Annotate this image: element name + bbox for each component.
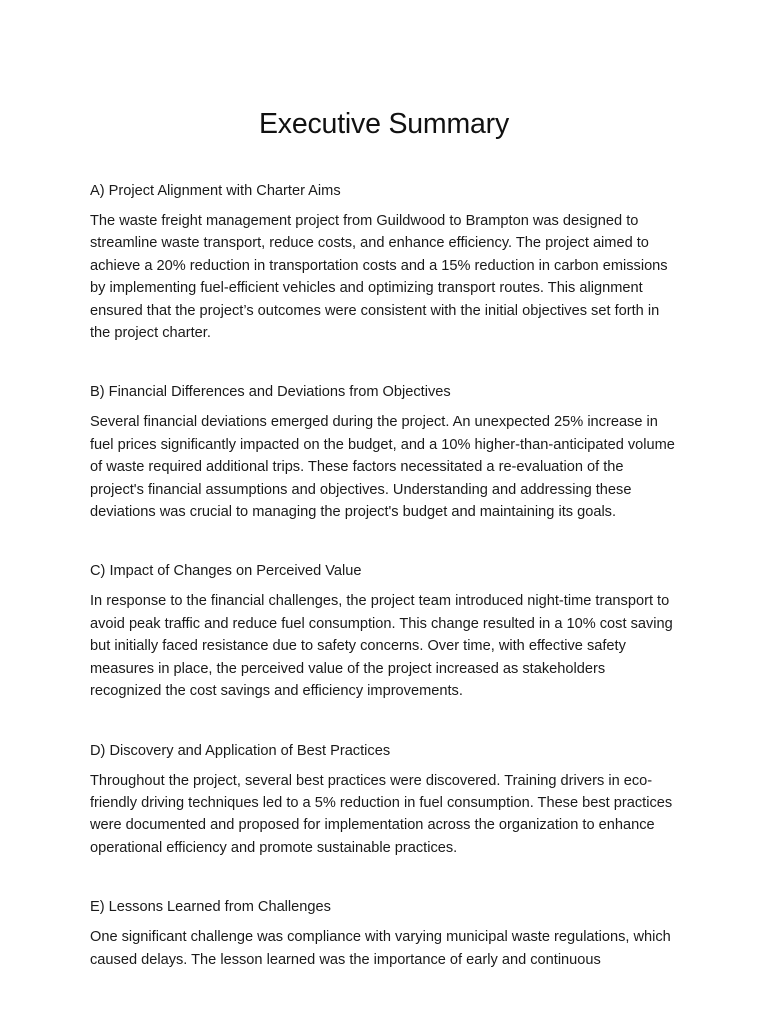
section-heading: B) Financial Differences and Deviations from Objectives [90, 384, 451, 401]
section-paragraph: In response to the financial challenges, the project team introduced night-time transport to avoid peak traffic and reduce fuel consumption. This change resulted in a 10% cost saving but initially faced resistance due to safety concerns. Over time, with effective safety measures in place, the perceived value of the project increased as stakeholders recognized the cost savings and efficiency improvements. [90, 593, 673, 700]
section-lessons-learned [90, 897, 678, 971]
section-heading: D) Discovery and Application of Best Practices [90, 742, 391, 759]
section-impact-of-changes [90, 561, 678, 702]
section-project-alignment [90, 181, 678, 344]
section-paragraph: The waste freight management project from Guildwood to Brampton was designed to streamline waste transport, reduce costs, and enhance efficiency. The project aimed to achieve a 20% reduction in transportation costs and a 15% reduction in carbon emissions by implementing fuel-efficient vehicles and optimizing transport routes. This alignment ensured that the project’s outcomes were consistent with the initial objectives set forth in the project charter. [90, 213, 668, 342]
section-heading: A) Project Alignment with Charter Aims [90, 183, 341, 199]
section-best-practices [90, 741, 678, 860]
section-paragraph: Several financial deviations emerged during the project. An unexpected 25% increase in fuel prices significantly impacted on the budget, and a 10% higher-than-anticipated volume of waste required additional trips. These factors necessitated a re-evaluation of the project's financial assumptions and objectives. Understanding and addressing these deviations was crucial to managing the project's budget and maintaining its goals. [90, 414, 675, 521]
section-financial-differences [90, 382, 678, 523]
section-heading: E) Lessons Learned from Challenges [90, 899, 331, 916]
section-heading: C) Impact of Changes on Perceived Value [90, 563, 362, 580]
document-title: Executive Summary [258, 108, 509, 140]
section-paragraph: Throughout the project, several best practices were discovered. Training drivers in eco-friendly driving techniques led to a 5% reduction in fuel consumption. These best practices were documented and proposed for implementation across the organization to enhance operational efficiency and promote sustainable practices. [90, 772, 673, 856]
section-paragraph: One significant challenge was compliance with varying municipal waste regulations, which caused delays. The lesson learned was the importance of early and continuous [90, 929, 671, 968]
